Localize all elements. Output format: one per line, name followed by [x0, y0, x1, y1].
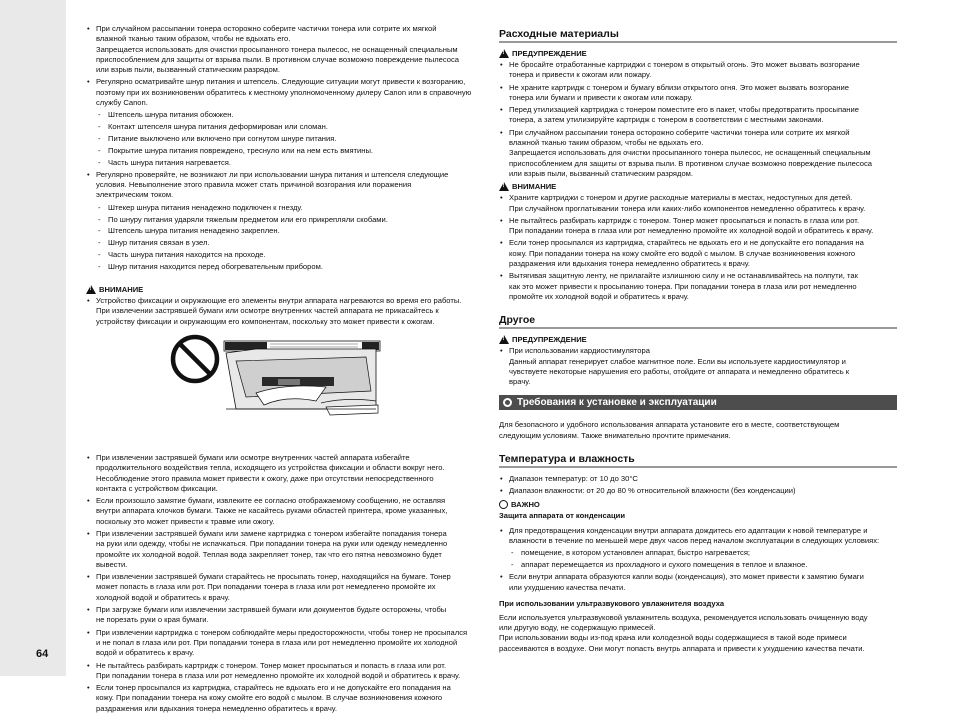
- text-line: поскольку это может привести к травме или ожогу.: [96, 516, 275, 526]
- list-item: [86, 529, 476, 570]
- text-line: • Храните картриджи с тонером и другие расходные материалы в местах, недоступных для детей.: [509, 193, 853, 203]
- sub-list-item: - Покрытие шнура питания повреждено, треснуло или на нем есть вмятины.: [96, 146, 476, 156]
- right-column: [499, 24, 897, 654]
- text-line: При попадании тонера в глаза или рот немедленно промойте их холодной водой и обратитесь к врачу.: [509, 226, 874, 236]
- list-item: [499, 60, 897, 81]
- text-line: или взрыв пыли, вызванный статическим разрядом.: [509, 168, 693, 178]
- text-line: тонера и привести к ожогам или пожару.: [509, 70, 652, 80]
- list-item: [499, 271, 897, 302]
- bullet-list: [86, 453, 476, 714]
- text-line: может попасть в глаза или рот. При попадании тонера в глаза или рот немедленно промойте их: [96, 582, 436, 592]
- text-line: как это может привести к просыпанию тонера. При попадании тонера в глаза или рот немедленно: [509, 281, 857, 291]
- text-line: устройству фиксации и окружающим его компонентам, поскольку это может привести к ожогам.: [96, 316, 435, 326]
- sub-list: [509, 548, 897, 570]
- text-line: влажности в течение по меньшей мере двух часов перед началом эксплуатации в следующих условиях:: [509, 535, 880, 545]
- text-line: или ухудшению качества печати.: [509, 582, 626, 592]
- installation-banner: [499, 395, 897, 410]
- sub-list-item: - Штекер шнура питания ненадежно подключен к гнезду.: [96, 203, 476, 213]
- list-item: [86, 453, 476, 494]
- text-line: • Не бросайте отработанные картриджи с тонером в открытый огонь. Это может вызвать возгорание: [509, 60, 860, 69]
- warning-heading: [499, 49, 897, 58]
- text-line: • Устройство фиксации и окружающие его элементы внутри аппарата нагреваются во время его работы.: [96, 296, 462, 306]
- list-item: [499, 486, 897, 496]
- text-line: При использовании воды из-под крана или колодезной воды содержащиеся в такой воде примеси: [499, 633, 847, 643]
- bullet-list: [499, 474, 897, 497]
- text-line: • При извлечении застрявшей бумаги старайтесь не просыпать тонер, находящийся на бумаге. Тонер: [96, 572, 451, 582]
- important-heading: [499, 500, 897, 509]
- section-title-other: Другое: [499, 314, 897, 329]
- text-line: вывести.: [96, 559, 128, 569]
- other-warning-heading-label: ПРЕДУПРЕЖДЕНИЕ: [512, 335, 587, 345]
- sub-list-item: - Контакт штепселя шнура питания деформирован или сломан.: [96, 122, 476, 132]
- caution-heading-label: ВНИМАНИЕ: [512, 182, 557, 192]
- list-item: [499, 474, 897, 484]
- list-item: [499, 105, 897, 126]
- other-warning-heading: [499, 335, 897, 344]
- text-line: • При случайном рассыпании тонера осторожно соберите частички тонера или сотрите их мягкой: [509, 127, 850, 137]
- section-bullet-icon: [503, 398, 512, 407]
- sub-list: [96, 203, 476, 272]
- list-item: [86, 77, 476, 167]
- sub-list-item: - Часть шнура питания нагревается.: [96, 158, 476, 168]
- text-line: • Если тонер просыпался из картриджа, старайтесь не вдыхать его и не допускайте его попадания на: [96, 683, 451, 693]
- text-line: или другую воду, не содержащую примесей.: [499, 623, 656, 633]
- sub-list-item: - Часть шнура питания находится на проходе.: [96, 250, 476, 260]
- text-line: продолжительного воздействия тепла, исходящего из устройства фиксации и области вокруг него.: [96, 463, 445, 473]
- sub-list-item: - Питание выключено или включено при согнутом шнуре питания.: [96, 134, 476, 144]
- text-line: Запрещается использовать для очистки просыпанного тонера пылесос, не оснащенный специальным: [509, 148, 871, 158]
- sub-list-item: - аппарат перемещается из прохладного и сухого помещения в теплое и влажное.: [509, 560, 897, 570]
- text-line: • Если внутри аппарата образуются капли воды (конденсация), это может привести к замятию бумаги: [509, 572, 864, 582]
- list-item: [499, 83, 897, 104]
- text-line: контакта с устройством фиксации.: [96, 483, 218, 493]
- text-line: Если используется ультразвуковой увлажнитель воздуха, рекомендуется использовать очищенную воду: [499, 612, 868, 622]
- text-line: • Не храните картридж с тонером и бумагу вблизи открытого огня. Это может вызвать возгорание: [509, 82, 849, 92]
- text-line: условия. Невыполнение этого правила может стать причиной возгорания или поражения: [96, 180, 412, 190]
- text-line: Данный аппарат генерирует слабое магнитное поле. Если вы используете кардиостимулятор и: [509, 356, 846, 366]
- text-line: кожу. При попадании тонера на кожу смойте его водой с мылом. В случае возникновения кожного: [509, 248, 856, 258]
- text-line: • При загрузке бумаги или извлечении застрявшей бумаги или документов будьте осторожны, чтобы: [96, 605, 447, 615]
- important-icon: [499, 500, 508, 509]
- text-line: Для безопасного и удобного использования аппарата установите его в месте, соответствующем: [499, 420, 840, 430]
- text-line: внутри аппарата клочков бумаги. Также не касайтесь руками областей принтера, кроме указанных,: [96, 506, 448, 516]
- text-line: промойте их холодной водой. Теплая вода закрепляет тонер, так что его пятна невозможно будет: [96, 549, 442, 559]
- fixing-unit-illustration: [86, 331, 476, 449]
- text-line: При извлечении застрявшей бумаги или осмотре внутренних частей аппарата не прикасайтесь к: [96, 306, 439, 316]
- list-item: [86, 605, 476, 626]
- caution-list: [86, 296, 476, 327]
- text-line: • Для предотвращения конденсации внутри аппарата дождитесь его адаптации к новой температуре и: [509, 525, 868, 535]
- text-line: и не попал в глаза или рот. При попадании тонера в глаза или рот немедленно промойте их холодной: [96, 637, 458, 647]
- list-item: [499, 346, 897, 387]
- text-line: чувствуете некоторые нарушения его работы, отойдите от аппарата и немедленно обратитесь к: [509, 366, 850, 376]
- text-line: Запрещается использовать для очистки просыпанного тонера пылесос, не оснащенный специальным: [96, 44, 458, 54]
- list-item: [86, 572, 476, 603]
- list-item: [86, 170, 476, 272]
- text-line: раздражения или вдыхания тонера немедленно обратитесь к врачу.: [96, 703, 337, 713]
- page-margin-strip: [0, 0, 66, 676]
- list-item: [86, 628, 476, 659]
- bullet-list: [499, 526, 897, 593]
- banner-title: Требования к установке и эксплуатации: [517, 397, 717, 409]
- text-line: тонера, а затем утилизируйте картридж с тонером в соответствии с местными законами.: [509, 115, 824, 125]
- text-line: • Перед утилизацией картриджа с тонером поместите его в пакет, чтобы предотвратить просыпание: [509, 105, 859, 115]
- text-line: • При использовании кардиостимулятора: [509, 346, 650, 356]
- important-label: ВАЖНО: [511, 499, 540, 509]
- bullet-list: [499, 193, 897, 302]
- caution-heading: [86, 285, 476, 294]
- text-line: тонера или бумаги и привести к ожогам или пожару.: [509, 92, 693, 102]
- text-line: приспособлением для защиты от взрыва пыли. В противном случае возможно повреждение пылесоса: [509, 158, 873, 168]
- text-line: или взрыв пыли, вызванный статическим разрядом.: [96, 65, 280, 75]
- bullet-list: [86, 24, 476, 272]
- sub-list-item: - Штепсель шнура питания обожжен.: [96, 110, 476, 120]
- list-item: [86, 496, 476, 527]
- text-line: влажной тканью таким образом, чтобы не вдыхать его.: [96, 34, 291, 44]
- caution-heading-label: ВНИМАНИЕ: [99, 285, 144, 295]
- text-line: • Не пытайтесь разбирать картридж с тонером. Тонер может просыпаться и попасть в глаза или рот.: [509, 215, 860, 225]
- text-line: • При случайном рассыпании тонера осторожно соберите частички тонера или сотрите их мягкой: [96, 24, 437, 33]
- text-line: поэтому при их возникновении обратитесь к местному уполномоченному дилеру Canon или в справочную: [96, 87, 472, 97]
- humidifier-title: При использовании ультразвукового увлажнителя воздуха: [499, 598, 725, 608]
- sub-list-item: - По шнуру питания ударяли тяжелым предметом или его прикрепляли скобами.: [96, 215, 476, 225]
- text-line: следующим условиям. Также внимательно прочтите примечания.: [499, 430, 731, 440]
- list-item: [86, 296, 476, 327]
- text-line: рассеиваются в воздухе. Они могут попасть внутрь аппарата и привести к ухудшению качества печати.: [499, 643, 865, 653]
- text-line: • Если тонер просыпался из картриджа, старайтесь не вдыхать его и не допускайте его попадания на: [509, 238, 864, 248]
- text-line: При случайном проглатывании тонера или каких-либо компонентов немедленно обратитесь к врачу.: [509, 203, 866, 213]
- sub-list-item: - Шнур питания связан в узел.: [96, 238, 476, 248]
- text-line: • Не пытайтесь разбирать картридж с тонером. Тонер может просыпаться и попасть в глаза или рот.: [96, 660, 447, 670]
- text-line: холодной водой и обратитесь к врачу.: [96, 592, 230, 602]
- text-line: кожу. При попадании тонера на кожу смойте его водой с мылом. В случае возникновения кожного: [96, 693, 443, 703]
- page-number: 64: [36, 648, 49, 660]
- list-item: [86, 24, 476, 75]
- text-line: • Диапазон влажности: от 20 до 80 % относительной влажности (без конденсации): [509, 486, 796, 496]
- bullet-list: [499, 60, 897, 179]
- condensation-title: Защита аппарата от конденсации: [499, 510, 626, 520]
- text-line: раздражения или вдыхания тонера немедленно обратитесь к врачу.: [509, 259, 750, 269]
- list-item: [499, 572, 897, 593]
- text-line: • Вытягивая защитную ленту, не прилагайте излишнюю силу и не останавливайтесь на полпути, так: [509, 271, 858, 281]
- section-title-temperature: Температура и влажность: [499, 453, 897, 468]
- sub-list-item: - Шнур питания находится перед обогревательным прибором.: [96, 262, 476, 272]
- text-line: Несоблюдение этого правила может привести к ожогу, даже при отсутствии непосредственного: [96, 473, 434, 483]
- illustration-svg: [86, 331, 476, 449]
- warning-triangle-icon: [499, 182, 509, 191]
- text-line: службу Canon.: [96, 98, 148, 108]
- text-line: водой и обратитесь к врачу.: [96, 648, 195, 658]
- text-line: • Если произошло замятие бумаги, извлеките ее согласно отображаемому сообщению, не оставляя: [96, 496, 446, 506]
- text-line: • При извлечении застрявшей бумаги или осмотре внутренних частей аппарата избегайте: [96, 452, 410, 462]
- humidifier-text: [499, 613, 897, 654]
- list-item: [86, 683, 476, 714]
- sub-list-item: - помещение, в котором установлен аппарат, быстро нагревается;: [509, 548, 897, 558]
- text-line: не порезать руки о края бумаги.: [96, 615, 209, 625]
- warning-triangle-icon: [499, 335, 509, 344]
- text-line: на руки или одежду, чтобы не испачкаться. При попадании тонера на руки или одежду немедленно: [96, 539, 448, 549]
- left-column: [86, 24, 476, 716]
- text-line: промойте их холодной водой и обратитесь к врачу.: [509, 291, 689, 301]
- list-item: [499, 128, 897, 179]
- sub-list: [96, 110, 476, 167]
- text-line: • Регулярно проверяйте, не возникают ли при использовании шнура питания и штепселя следующие: [96, 169, 449, 179]
- list-item: [499, 216, 897, 237]
- caution-heading: [499, 182, 897, 191]
- text-line: • Регулярно осматривайте шнур питания и штепсель. Следующие ситуации могут привести к возгоранию,: [96, 77, 466, 87]
- prohibition-icon: [173, 337, 217, 381]
- text-line: • При извлечении застрявшей бумаги или замене картриджа с тонером избегайте попадания тонера: [96, 529, 447, 538]
- text-line: приспособлением для защиты от взрыва пыли. В противном случае возможно повреждение пылесоса: [96, 54, 460, 64]
- text-line: врачу.: [509, 377, 531, 387]
- text-line: • При извлечении картриджа с тонером соблюдайте меры предосторожности, чтобы тонер не просыпался: [96, 627, 468, 637]
- warning-heading-label: ПРЕДУПРЕЖДЕНИЕ: [512, 49, 587, 58]
- text-line: При попадании тонера в глаза или рот немедленно промойте их холодной водой и обратитесь к врачу.: [96, 670, 461, 680]
- banner-text: [499, 420, 897, 441]
- list-item: [86, 661, 476, 682]
- text-line: электрическим током.: [96, 190, 174, 200]
- list-item: [499, 238, 897, 269]
- section-title-consumables: Расходные материалы: [499, 28, 897, 43]
- bullet-list: [499, 346, 897, 387]
- list-item: [499, 526, 897, 571]
- text-line: • Диапазон температур: от 10 до 30°C: [509, 474, 638, 484]
- warning-triangle-icon: [499, 49, 509, 58]
- sub-list-item: - Штепсель шнура питания ненадежно закреплен.: [96, 226, 476, 236]
- list-item: [499, 193, 897, 214]
- text-line: влажной тканью таким образом, чтобы не вдыхать его.: [509, 138, 704, 148]
- warning-triangle-icon: [86, 285, 96, 294]
